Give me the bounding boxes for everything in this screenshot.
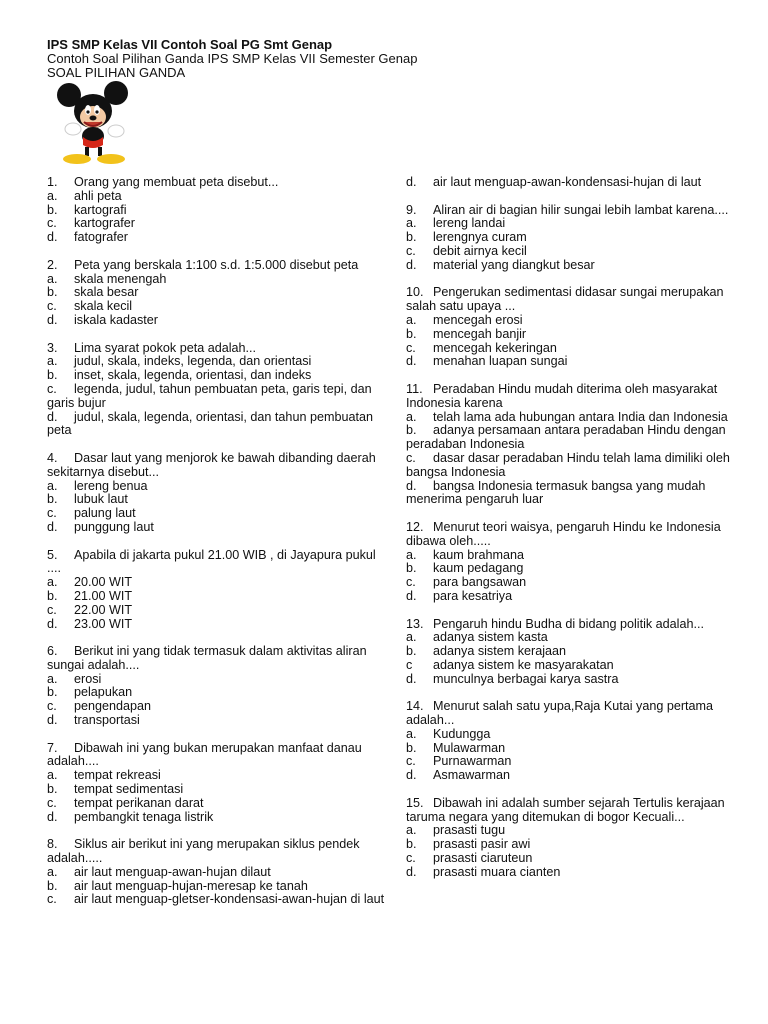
option-label: a. [47,768,58,783]
option-b: adanya sistem kerajaan [433,644,567,659]
option-label: b. [47,685,58,700]
question-8-continued [406,176,751,190]
question-number: 2. [47,257,58,272]
question-number: 9. [406,202,417,217]
option-label: d. [47,312,58,327]
option-label: d. [406,175,417,189]
option-label: a. [47,575,58,590]
option-c: legenda, judul, tahun pembuatan peta, garis tepi, dan garis bujur [47,381,372,410]
option-label: a. [47,188,58,203]
option-b: inset, skala, legenda, orientasi, dan indeks [74,368,312,383]
option-b: 21.00 WIT [74,588,133,603]
option-b: tempat sedimentasi [74,782,184,797]
option-a: 20.00 WIT [74,575,133,590]
option-c: 22.00 WIT [74,602,133,617]
option-label: a. [47,671,58,686]
option-label: d. [406,478,417,493]
option-label: d. [406,864,417,879]
option-label: b. [406,644,417,659]
right-column [406,176,751,893]
question-number: 12. [406,519,424,534]
option-a: telah lama ada hubungan antara India dan Indonesia [433,409,728,424]
option-b: pelapukan [74,685,133,700]
option-label: a. [406,216,417,231]
question-text: Siklus air berikut ini yang merupakan siklus pendek adalah..... [47,837,360,866]
option-a: adanya sistem kasta [433,630,548,645]
option-label: c. [47,602,57,617]
option-label: d. [406,588,417,603]
option-label: c. [406,243,416,258]
question-number: 8. [47,837,58,852]
option-d: menahan luapan sungai [433,354,568,369]
option-label: c. [47,892,57,907]
question-2 [47,259,392,328]
option-label: c. [47,795,57,810]
option-b: mencegah banjir [433,326,527,341]
question-text: Pengerukan sedimentasi didasar sungai merupakan salah satu upaya ... [406,285,724,314]
option-a: ahli peta [74,188,122,203]
option-c: adanya sistem ke masyarakatan [433,657,614,672]
option-label: b. [406,230,417,245]
cartoon-mouse-illustration [46,81,142,165]
option-a: mencegah erosi [433,312,523,327]
page-title: IPS SMP Kelas VII Contoh Soal PG Smt Genap [47,37,333,52]
question-11 [406,383,751,507]
option-c: prasasti ciaruteun [433,851,533,866]
option-b: lerengnya curam [433,230,527,245]
question-number: 6. [47,644,58,659]
option-d: munculnya berbagai karya sastra [433,671,619,686]
option-label: d. [47,409,58,424]
question-9 [406,204,751,273]
page-subtitle: Contoh Soal Pilihan Ganda IPS SMP Kelas VII Semester Genap [47,51,418,66]
question-8 [47,838,392,907]
option-label: d. [47,616,58,631]
option-d: pembangkit tenaga listrik [74,809,214,824]
option-c: kartografer [74,216,135,231]
option-a: prasasti tugu [433,823,506,838]
option-a: skala menengah [74,271,167,286]
option-label: a. [47,271,58,286]
option-label: d. [406,257,417,272]
question-4 [47,452,392,535]
option-c: dasar dasar peradaban Hindu telah lama dimiliki oleh bangsa Indonesia [406,450,730,479]
option-label: c. [47,299,57,314]
option-label: c. [406,575,416,590]
option-d: prasasti muara cianten [433,864,561,879]
question-text: Dibawah ini yang bukan merupakan manfaat danau adalah.... [47,740,362,769]
option-c: palung laut [74,506,136,521]
option-c: skala kecil [74,299,133,314]
question-10 [406,286,751,369]
option-d: 23.00 WIT [74,616,133,631]
option-label: a. [47,354,58,369]
option-b: air laut menguap-hujan-meresap ke tanah [74,878,308,893]
option-label: b. [47,368,58,383]
question-5 [47,549,392,632]
question-text: Menurut teori waisya, pengaruh Hindu ke Indonesia dibawa oleh..... [406,519,721,548]
option-label: a. [406,823,417,838]
question-text: Apabila di jakarta pukul 21.00 WIB , di Jayapura pukul .... [47,547,376,576]
option-label: d. [47,713,58,728]
question-number: 1. [47,175,58,189]
question-text: Dibawah ini adalah sumber sejarah Tertulis kerajaan taruma negara yang ditemukan di bogor Kecuali... [406,795,725,824]
question-text: Peta yang berskala 1:100 s.d. 1:5.000 disebut peta [74,257,359,272]
option-d: air laut menguap-awan-kondensasi-hujan di laut [433,175,702,189]
option-label: a. [406,630,417,645]
option-b: kartografi [74,202,127,217]
option-label: b. [47,878,58,893]
option-a: Kudungga [433,726,491,741]
option-label: b. [47,782,58,797]
option-label: a. [406,409,417,424]
option-label: b. [47,285,58,300]
option-b: lubuk laut [74,492,128,507]
question-number: 13. [406,616,424,631]
option-d: Asmawarman [433,768,510,783]
option-label: c [406,657,413,672]
option-b: kaum pedagang [433,561,524,576]
question-text: Orang yang membuat peta disebut... [74,175,279,189]
question-text: Lima syarat pokok peta adalah... [74,340,257,355]
question-6 [47,645,392,728]
question-text: Berikut ini yang tidak termasuk dalam aktivitas aliran sungai adalah.... [47,644,367,672]
question-number: 15. [406,795,424,810]
option-label: b. [406,740,417,755]
question-3 [47,342,392,439]
option-label: c. [406,754,416,769]
question-number: 10. [406,285,424,300]
option-c: Purnawarman [433,754,512,769]
question-number: 7. [47,740,58,755]
option-a: judul, skala, indeks, legenda, dan orientasi [74,354,312,369]
option-d: bangsa Indonesia termasuk bangsa yang mudah menerima pengaruh luar [406,478,706,507]
option-d: material yang diangkut besar [433,257,595,272]
option-label: c. [406,450,416,465]
option-d: iskala kadaster [74,312,158,327]
option-label: d. [406,354,417,369]
question-number: 4. [47,450,58,465]
option-a: tempat rekreasi [74,768,161,783]
option-label: a. [406,726,417,741]
option-c: tempat perikanan darat [74,795,204,810]
option-label: d. [47,809,58,824]
option-label: c. [47,506,57,521]
option-label: c. [406,340,416,355]
question-text: Aliran air di bagian hilir sungai lebih lambat karena.... [433,202,729,217]
option-label: c. [47,381,57,396]
option-d: para kesatriya [433,588,513,603]
option-label: c. [406,851,416,866]
document-header [47,38,417,80]
option-d: judul, skala, legenda, orientasi, dan tahun pembuatan peta [47,409,373,438]
option-label: a. [406,312,417,327]
option-label: d. [47,519,58,534]
question-number: 11. [406,381,423,396]
option-label: d. [406,671,417,686]
option-c: debit airnya kecil [433,243,527,258]
option-label: b. [47,492,58,507]
question-14 [406,700,751,783]
option-a: erosi [74,671,102,686]
option-c: pengendapan [74,699,152,714]
option-a: kaum brahmana [433,547,525,562]
option-label: c. [47,216,57,231]
question-number: 5. [47,547,58,562]
question-1 [47,176,392,245]
option-label: d. [47,230,58,245]
option-label: b. [406,837,417,852]
option-a: air laut menguap-awan-hujan dilaut [74,864,271,879]
question-13 [406,618,751,687]
question-12 [406,521,751,604]
option-label: a. [406,547,417,562]
option-c: mencegah kekeringan [433,340,557,355]
question-text: Pengaruh hindu Budha di bidang politik adalah... [433,616,704,631]
question-7 [47,742,392,825]
option-label: d. [406,768,417,783]
question-text: Peradaban Hindu mudah diterima oleh masyarakat Indonesia karena [406,381,718,410]
option-label: b. [47,588,58,603]
option-b: adanya persamaan antara peradaban Hindu dengan peradaban Indonesia [406,423,726,452]
section-title: SOAL PILIHAN GANDA [47,65,186,80]
option-d: transportasi [74,713,140,728]
option-label: b. [406,423,417,438]
question-text: Dasar laut yang menjorok ke bawah dibanding daerah sekitarnya disebut... [47,450,376,479]
option-label: b. [47,202,58,217]
question-number: 14. [406,699,424,714]
option-label: a. [47,478,58,493]
option-b: Mulawarman [433,740,506,755]
option-b: skala besar [74,285,139,300]
question-text: Menurut salah satu yupa,Raja Kutai yang pertama adalah... [406,699,714,728]
option-b: prasasti pasir awi [433,837,531,852]
option-d: punggung laut [74,519,154,534]
option-c: air laut menguap-gletser-kondensasi-awan-hujan di laut [74,892,385,907]
option-c: para bangsawan [433,575,527,590]
question-number: 3. [47,340,58,355]
option-a: lereng benua [74,478,148,493]
option-d: fatografer [74,230,128,245]
option-label: a. [47,864,58,879]
question-15 [406,797,751,880]
option-label: c. [47,699,57,714]
left-column [47,176,392,921]
option-label: b. [406,326,417,341]
option-a: lereng landai [433,216,506,231]
option-label: b. [406,561,417,576]
